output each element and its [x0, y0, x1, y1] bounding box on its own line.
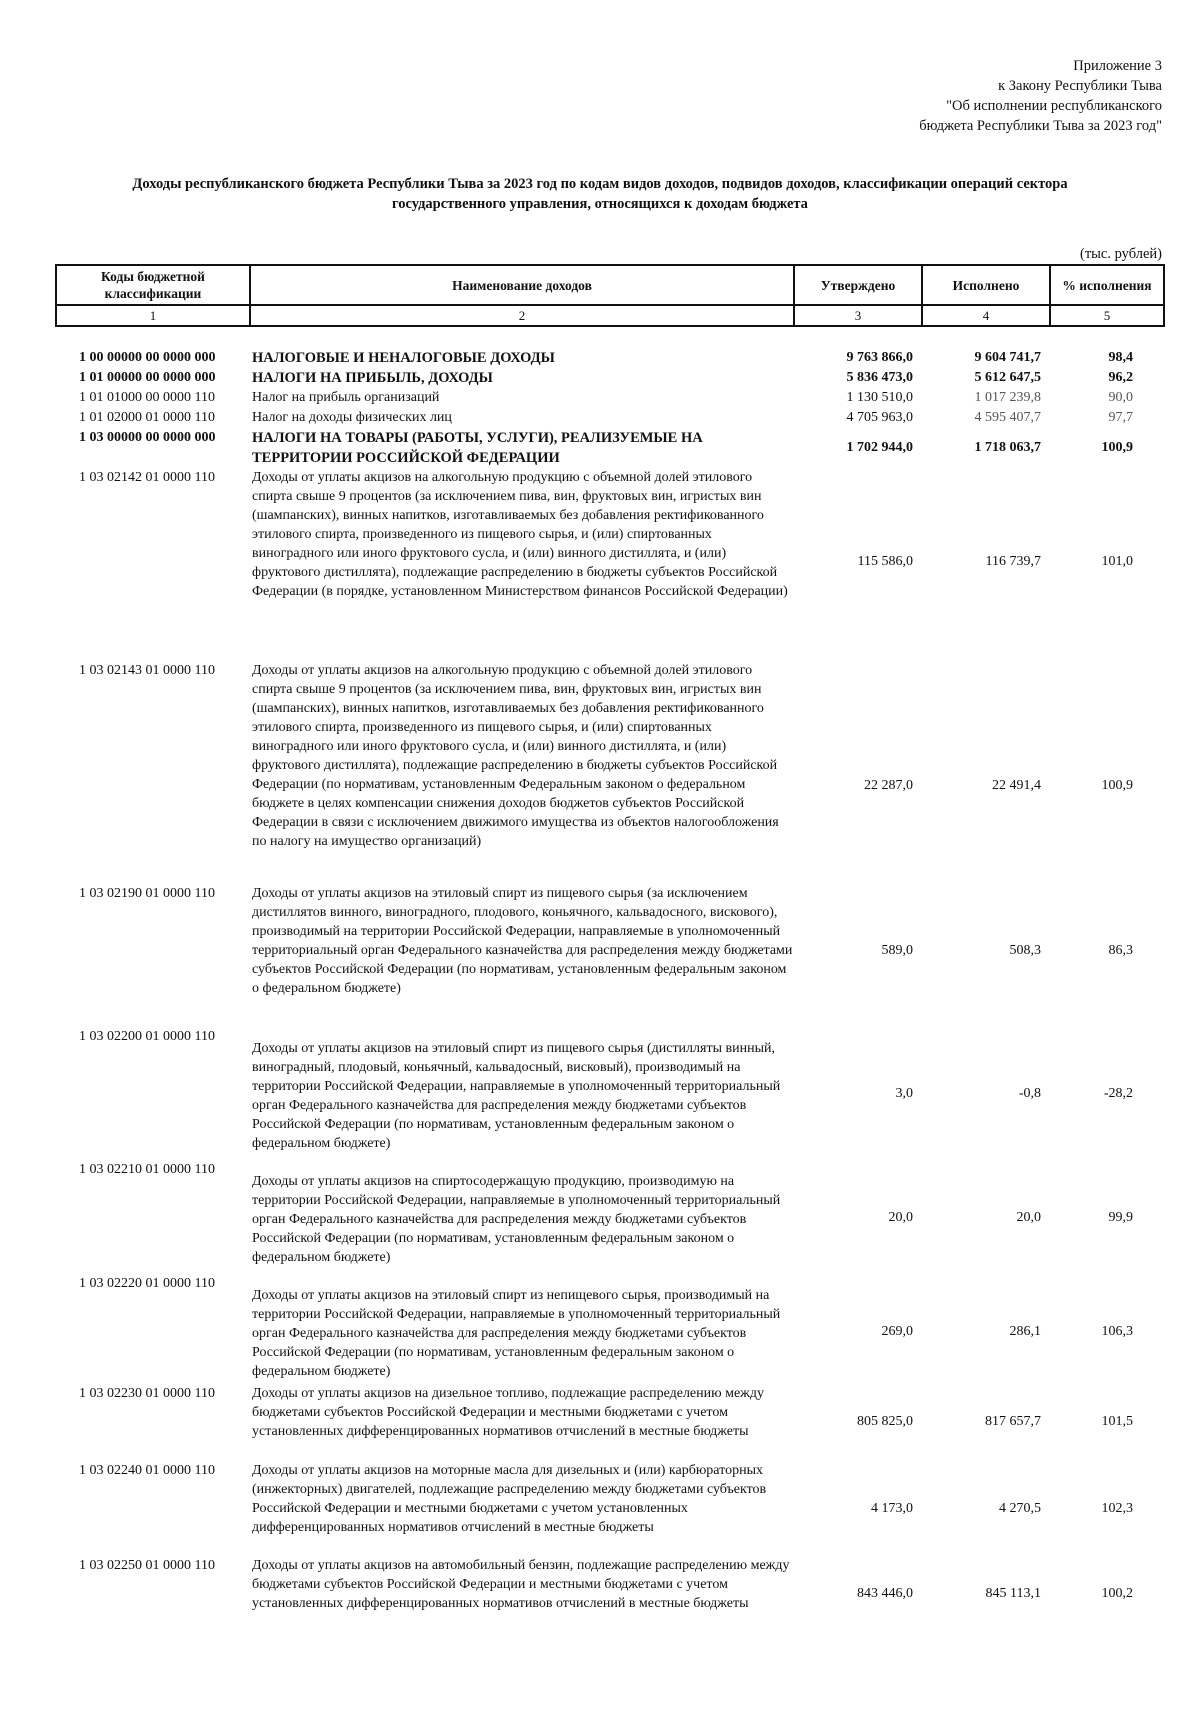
column-number: 2	[250, 305, 794, 326]
header-approved: Утверждено	[794, 265, 922, 305]
row-code: 1 03 02143 01 0000 110	[79, 663, 215, 678]
title-line-2: государственного управления, относящихся к доходам бюджета	[392, 196, 808, 212]
row-executed: 508,3	[1009, 943, 1041, 958]
row-name: Доходы от уплаты акцизов на этиловый спирт из пищевого сырья (за исключением дистиллятов винного, виноградного, плодового, коньячного, кальвадосного, вискового), производимый на территории Российской Федерации, направляемые в уполномоченный территориальный орган Федерального казначейства для распределения между бюджетами субъектов Российской Федерации (по нормативам, установленным федеральным законом о федеральном бюджете)	[252, 886, 793, 996]
table-body	[55, 348, 1163, 1636]
row-approved: 20,0	[888, 1210, 913, 1225]
row-name: НАЛОГИ НА ПРИБЫЛЬ, ДОХОДЫ	[252, 370, 493, 386]
column-number: 1	[56, 305, 250, 326]
row-code: 1 03 02250 01 0000 110	[79, 1558, 215, 1573]
row-percent: 102,3	[1101, 1501, 1133, 1516]
row-code: 1 03 02240 01 0000 110	[79, 1463, 215, 1478]
row-executed: 116 739,7	[985, 554, 1041, 569]
row-percent: -28,2	[1103, 1086, 1133, 1101]
row-code: 1 03 02142 01 0000 110	[79, 470, 215, 485]
table-row	[55, 348, 1163, 368]
row-percent: 100,9	[1101, 778, 1133, 793]
table-row	[55, 428, 1163, 468]
column-number: 3	[794, 305, 922, 326]
row-approved: 5 836 473,0	[846, 370, 913, 385]
appendix-line-1: Приложение 3	[1073, 58, 1162, 74]
table-header	[55, 264, 1163, 327]
table-row	[55, 1556, 1163, 1636]
column-number: 5	[1050, 305, 1164, 326]
table-row	[55, 661, 1163, 884]
row-percent: 98,4	[1108, 350, 1133, 365]
row-percent: 101,5	[1101, 1414, 1133, 1429]
row-name: Доходы от уплаты акцизов на спиртосодержащую продукцию, производимую на территории Российской Федерации, направляемые в уполномоченный территориальный орган Федерального казначейства для распределения между бюджетами субъектов Российской Федерации (по нормативам, установленным федеральным законом о федеральном бюджете)	[252, 1174, 781, 1265]
row-code: 1 03 02210 01 0000 110	[79, 1162, 215, 1177]
title-line-1: Доходы республиканского бюджета Республики Тыва за 2023 год по кодам видов доходов, подвидов доходов, классификации операций сектора	[132, 176, 1068, 192]
row-executed: 9 604 741,7	[974, 350, 1041, 365]
row-name: Налог на доходы физических лиц	[252, 410, 452, 425]
table-row	[55, 408, 1163, 428]
table-row	[55, 468, 1163, 661]
row-percent: 97,7	[1108, 410, 1133, 425]
row-executed: 4 595 407,7	[974, 410, 1041, 425]
row-code: 1 03 02230 01 0000 110	[79, 1386, 215, 1401]
row-approved: 3,0	[895, 1086, 913, 1101]
row-name: Доходы от уплаты акцизов на алкогольную продукцию с объемной долей этилового спирта свыше 9 процентов (за исключением пива, вин, фруктовых вин, игристых вин (шампанских), винных напитков, изготавливаемых без добавления ректификованного этилового спирта, произведенного из пищевого сырья, и (или) спиртованных виноградного или иного фруктового сусла, и (или) винного дистиллята, и (или) фруктового дистиллята), подлежащие распределению в бюджеты субъектов Российской Федерации (по нормативам, установленным Федеральным законом о федеральном бюджете в целях компенсации снижения доходов бюджетов субъектов Российской Федерации в связи с исключением движимого имущества из объектов налогообложения по налогу на имущество организаций)	[252, 663, 779, 849]
row-code: 1 01 01000 00 0000 110	[79, 390, 215, 405]
appendix-line-4: бюджета Республики Тыва за 2023 год"	[919, 118, 1162, 134]
row-name: Доходы от уплаты акцизов на автомобильный бензин, подлежащие распределению между бюджетами субъектов Российской Федерации и местными бюджетами с учетом установленных дифференцированных нормативов отчислений в местные бюджеты	[252, 1558, 790, 1611]
row-code: 1 03 02190 01 0000 110	[79, 886, 215, 901]
table-row	[55, 1461, 1163, 1556]
appendix-reference	[919, 56, 1162, 136]
header-executed: Исполнено	[922, 265, 1050, 305]
row-approved: 269,0	[881, 1324, 913, 1339]
row-approved: 1 130 510,0	[846, 390, 913, 405]
row-executed: 845 113,1	[985, 1586, 1041, 1601]
appendix-line-3: "Об исполнении республиканского	[946, 98, 1162, 114]
row-name: Доходы от уплаты акцизов на моторные масла для дизельных и (или) карбюраторных (инжекторных) двигателей, подлежащие распределению между бюджетами субъектов Российской Федерации и местными бюджетами с учетом установленных дифференцированных нормативов отчислений в местные бюджеты	[252, 1463, 767, 1535]
row-percent: 96,2	[1108, 370, 1133, 385]
row-approved: 4 173,0	[871, 1501, 913, 1516]
row-name: Налог на прибыль организаций	[252, 390, 440, 405]
row-approved: 22 287,0	[864, 778, 913, 793]
row-executed: 1 718 063,7	[974, 440, 1041, 455]
row-percent: 90,0	[1108, 390, 1133, 405]
row-approved: 9 763 866,0	[846, 350, 913, 365]
row-executed: 817 657,7	[985, 1414, 1041, 1429]
header-codes: Коды бюджетной классификации	[56, 265, 250, 305]
row-code: 1 00 00000 00 0000 000	[79, 350, 216, 365]
row-approved: 4 705 963,0	[846, 410, 913, 425]
row-name: НАЛОГИ НА ТОВАРЫ (РАБОТЫ, УСЛУГИ), РЕАЛИЗУЕМЫЕ НА ТЕРРИТОРИИ РОССИЙСКОЙ ФЕДЕРАЦИИ	[252, 430, 703, 466]
table-row	[55, 1160, 1163, 1274]
row-executed: 286,1	[1009, 1324, 1041, 1339]
header-percent: % исполнения	[1050, 265, 1164, 305]
row-executed: 1 017 239,8	[974, 390, 1041, 405]
row-executed: 20,0	[1016, 1210, 1041, 1225]
row-approved: 843 446,0	[857, 1586, 913, 1601]
row-name: Доходы от уплаты акцизов на этиловый спирт из непищевого сырья, производимый на территории Российской Федерации, направляемые в уполномоченный территориальный орган Федерального казначейства для распределения между бюджетами субъектов Российской Федерации (по нормативам, установленным федеральным законом о федеральном бюджете)	[252, 1288, 781, 1379]
table-row	[55, 1384, 1163, 1461]
row-executed: 4 270,5	[999, 1501, 1041, 1516]
row-percent: 86,3	[1108, 943, 1133, 958]
table-row	[55, 1274, 1163, 1384]
row-percent: 100,2	[1101, 1586, 1133, 1601]
row-approved: 805 825,0	[857, 1414, 913, 1429]
row-percent: 106,3	[1101, 1324, 1133, 1339]
row-approved: 115 586,0	[857, 554, 913, 569]
table-row	[55, 1027, 1163, 1160]
row-name: Доходы от уплаты акцизов на этиловый спирт из пищевого сырья (дистилляты винный, виноградный, плодовый, коньячный, кальвадосный, висковый), производимый на территории Российской Федерации, направляемые в уполномоченный территориальный орган Федерального казначейства для распределения между бюджетами субъектов Российской Федерации (по нормативам, установленным федеральным законом о федеральном бюджете)	[252, 1041, 781, 1151]
row-name: НАЛОГОВЫЕ И НЕНАЛОГОВЫЕ ДОХОДЫ	[252, 350, 555, 366]
row-executed: 5 612 647,5	[974, 370, 1041, 385]
row-percent: 99,9	[1108, 1210, 1133, 1225]
row-code: 1 01 00000 00 0000 000	[79, 370, 216, 385]
column-number: 4	[922, 305, 1050, 326]
appendix-line-2: к Закону Республики Тыва	[998, 78, 1162, 94]
table-row	[55, 368, 1163, 388]
row-approved: 1 702 944,0	[846, 440, 913, 455]
row-percent: 101,0	[1101, 554, 1133, 569]
table-row	[55, 388, 1163, 408]
row-percent: 100,9	[1101, 440, 1133, 455]
row-code: 1 03 02220 01 0000 110	[79, 1276, 215, 1291]
table-row	[55, 884, 1163, 1027]
row-executed: 22 491,4	[992, 778, 1041, 793]
row-code: 1 03 02200 01 0000 110	[79, 1029, 215, 1044]
units-label: (тыс. рублей)	[1080, 246, 1162, 262]
row-name: Доходы от уплаты акцизов на алкогольную продукцию с объемной долей этилового спирта свыше 9 процентов (за исключением пива, вин, фруктовых вин, игристых вин (шампанских), винных напитков, изготавливаемых без добавления ректификованного этилового спирта, произведенного из пищевого сырья, и (или) спиртованных виноградного или иного фруктового сусла, и (или) винного дистиллята, и (или) фруктового дистиллята), подлежащие распределению в бюджеты субъектов Российской Федерации (в порядке, установленном Министерством финансов Российской Федерации)	[252, 470, 788, 599]
row-code: 1 01 02000 01 0000 110	[79, 410, 215, 425]
document-title	[70, 174, 1130, 214]
row-code: 1 03 00000 00 0000 000	[79, 430, 216, 445]
row-approved: 589,0	[881, 943, 913, 958]
row-executed: -0,8	[1018, 1086, 1041, 1101]
header-name: Наименование доходов	[250, 265, 794, 305]
row-name: Доходы от уплаты акцизов на дизельное топливо, подлежащие распределению между бюджетами субъектов Российской Федерации и местными бюджетами с учетом установленных дифференцированных нормативов отчислений в местные бюджеты	[252, 1386, 764, 1439]
